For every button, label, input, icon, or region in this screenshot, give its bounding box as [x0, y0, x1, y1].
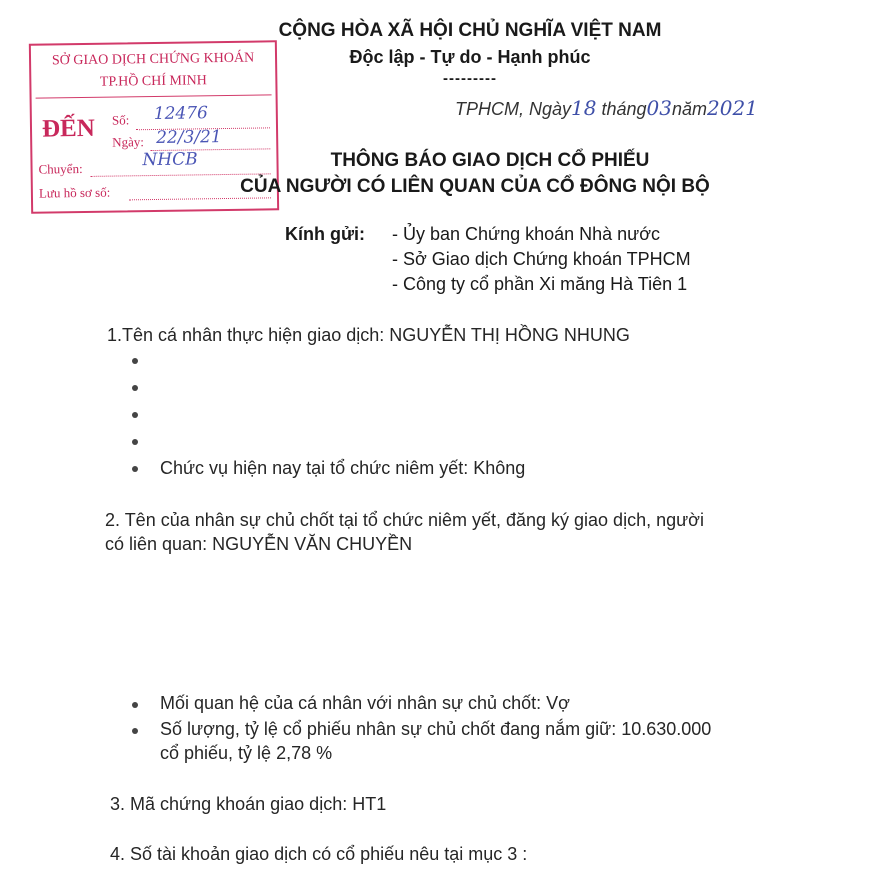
- notice-title-line1: THÔNG BÁO GIAO DỊCH CỔ PHIẾU: [330, 150, 650, 171]
- bullet-dot: [132, 412, 138, 418]
- stamp-chuyen-label: Chuyển:: [38, 161, 83, 177]
- national-motto: Độc lập - Tự do - Hạnh phúc: [349, 47, 591, 67]
- date-month-label: tháng: [601, 99, 647, 119]
- header-divider: ---------: [443, 70, 497, 87]
- section2-relation: Mối quan hệ của cá nhân với nhân sự chủ chốt: Vợ: [160, 693, 570, 713]
- stamp-org-line2: TP.HỒ CHÍ MINH: [99, 73, 207, 90]
- bullet-dot: [132, 702, 138, 708]
- date-year: 2021: [707, 96, 758, 120]
- stamp-so-value: 12476: [153, 103, 209, 125]
- bullet-dot: [132, 439, 138, 445]
- bullet-dot: [132, 728, 138, 734]
- recipient-item: - Công ty cổ phần Xi măng Hà Tiên 1: [392, 274, 688, 294]
- date-year-label: năm: [671, 99, 707, 119]
- date-month: 03: [646, 96, 672, 120]
- stamp-divider: [36, 94, 272, 98]
- section2-heading-line1: 2. Tên của nhân sự chủ chốt tại tổ chức niêm yết, đăng ký giao dịch, người: [105, 510, 704, 530]
- bullet-dot: [132, 466, 138, 472]
- stamp-chuyen-value: NHCB: [142, 149, 198, 171]
- stamp-so-label: Số:: [111, 112, 130, 128]
- stamp-den-label: ĐẾN: [41, 114, 95, 143]
- stamp-ngay-label: Ngày:: [112, 134, 145, 150]
- bullet-dot: [132, 358, 138, 364]
- section4-text: 4. Số tài khoản giao dịch có cổ phiếu nêu tại mục 3 :: [110, 844, 528, 864]
- section1-heading: 1.Tên cá nhân thực hiện giao dịch: NGUYỄN THỊ HỒNG NHUNG: [107, 325, 630, 345]
- bullet-dot: [132, 385, 138, 391]
- notice-title-line2: CỦA NGƯỜI CÓ LIÊN QUAN CỦA CỔ ĐÔNG NỘI BỘ: [240, 176, 710, 197]
- recipient-item: - Sở Giao dịch Chứng khoán TPHCM: [392, 249, 691, 269]
- section2-heading-line2: có liên quan: NGUYỄN VĂN CHUYỀN: [105, 534, 413, 554]
- date-prefix: TPHCM, Ngày: [455, 99, 572, 119]
- stamp-luu-label: Lưu hồ sơ số:: [38, 184, 111, 201]
- recipients-label: Kính gửi:: [285, 224, 366, 244]
- section2-holding-line2: cổ phiếu, tỷ lệ 2,78 %: [160, 743, 333, 763]
- stamp-org-line1: SỞ GIAO DỊCH CHỨNG KHOÁN: [51, 50, 255, 69]
- document-date: [455, 96, 758, 120]
- stamp-ngay-value: 22/3/21: [156, 127, 222, 148]
- date-day: 18: [571, 96, 597, 120]
- section1-position: Chức vụ hiện nay tại tổ chức niêm yết: Không: [160, 458, 526, 478]
- section2-holding-line1: Số lượng, tỷ lệ cổ phiếu nhân sự chủ chốt đang nắm giữ: 10.630.000: [160, 719, 712, 739]
- section3-text: 3. Mã chứng khoán giao dịch: HT1: [110, 794, 387, 814]
- recipient-item: - Ủy ban Chứng khoán Nhà nước: [392, 224, 661, 244]
- national-title: CỘNG HÒA XÃ HỘI CHỦ NGHĨA VIỆT NAM: [278, 20, 662, 41]
